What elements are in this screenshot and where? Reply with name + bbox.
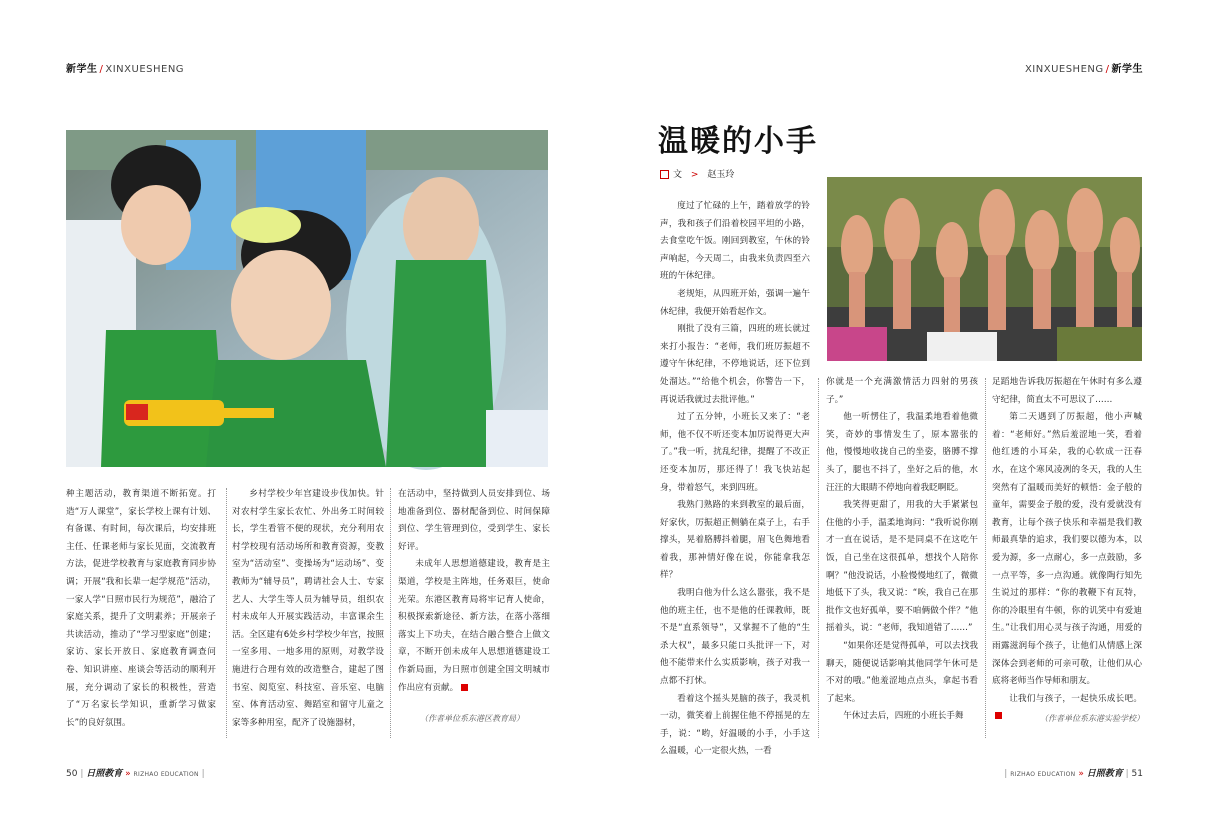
left-col3-p2: 未成年人思想道德建设，教育是主渠道，学校是主阵地，任务艰巨，使命光荣。东港区教育局将牢记育人使命，积极探索新途径、新方法，在落小落细落实上下功夫，在结合融合整合上做文章，不断开创未成年人思想道德建设工作新局面，为日照市创建全国文明城市作出应有贡献。 [398,559,550,693]
left-col-2 [232,486,384,750]
right-header-en: XINXUESHENG [1024,64,1104,75]
column-divider [985,378,986,738]
footer-brand-right: 日照教育 [1086,769,1123,779]
right-col-3 [992,374,1142,710]
left-col-3 [398,486,550,693]
right-col-1 [660,198,810,757]
right-col3-p3: 让我们与孩子，一起快乐成长吧。 [1009,693,1142,704]
right-footer: | RIZHAO EDUCATION » 日照教育 | 51 [1004,769,1143,779]
right-col1-p4: 过了五分钟，小班长又来了：“老师，他不仅不听还变本加厉说得更大声了。”我一听，扰乱纪律，提醒了不改正还变本加厉，那还得了！我飞快站起身，带着怒气，来到四班。 [660,412,810,493]
left-header-en: XINXUESHENG [105,64,185,75]
right-photo [827,177,1142,361]
right-col3-p1: 足蹈地告诉我厉振超在午休时有多么遵守纪律，简直太不可思议了…… [992,377,1142,405]
footer-brand: 日照教育 [86,769,123,779]
right-author-note: （作者单位系东港实验学校） [1040,714,1144,723]
left-col1-text: 种主题活动，教育渠道不断拓宽。打造“万人课堂”，家长学校上课有计划、有备课、有时间，每次课后，均安排班主任、任课老师与家长见面，交流教育方法，促进学校教育与家庭教育同步协调；开展“我和长辈一起学规范”活动，一家人学“日照市民行为规范”，融洽了家庭关系，提升了文明素养；开展亲子共读活动，推动了“学习型家庭”创建；家访、家长开放日、家庭教育调查问卷、知识讲座、座谈会等活动的顺利开展，充分调动了家长的积极性，营造了“万名家长学知识，重新学习做家长”的良好氛围。 [66,489,216,728]
children-photo-illustration [66,130,548,467]
page-number-50: 50 [66,769,78,779]
right-col2-p2: 他一听愣住了，我温柔地看着他微笑，奇妙的事情发生了，原本嚣张的他，慢慢地收拢自己的坐姿，胳膊不撑头了，腿也不抖了，坐好之后的他，水汪汪的大眼睛不停地向着我眨啊眨。 [826,412,978,493]
left-author-note: （作者单位系东港区教育局） [420,714,524,723]
byline [660,167,734,180]
right-col1-p7: 看着这个摇头晃脑的孩子，我灵机一动，微笑着上前握住他不停摇晃的左手，说：“哟，好温暖的小手，小手这么温暖，心一定很火热，一看 [660,693,810,757]
end-mark [995,712,1002,719]
left-header-cn: 新学生 [66,64,98,75]
footer-arrows-right: » [1078,769,1084,779]
column-divider [818,378,819,738]
right-col2-p1: 你就是一个充满激情活力四射的男孩子。” [826,377,978,405]
right-col1-p3: 刚批了没有三篇，四班的班长就过来打小报告：“老师，我们班厉振超不遵守午休纪律，不停地说话，还下位到处溜达。”“给他个机会，你警告一下，再说话我就过去批评他。” [660,324,810,405]
footer-en: RIZHAO EDUCATION [133,771,199,778]
byline-arrow: > [690,170,699,180]
right-col1-p2: 老规矩，从四班开始，强调一遍午休纪律，我便开始看起作文。 [660,288,810,317]
column-divider [390,488,391,738]
byline-prefix: 文 [673,170,683,180]
article-title: 温暖的小手 [658,124,818,159]
right-col2-p5: 午休过去后，四班的小班长手舞 [843,711,964,722]
left-footer: 50 | 日照教育 » RIZHAO EDUCATION | [66,769,205,779]
byline-square-icon [660,170,669,179]
byline-author: 赵玉玲 [707,170,735,180]
page-number-51: 51 [1131,769,1143,779]
right-col2-p4: “如果你还是觉得孤单，可以去找我聊天，随便说话影响其他同学午休可是不对的哦。”他羞涩地点点头，拿起书看了起来。 [826,640,978,704]
right-col3-p2: 第二天遇到了厉振超，他小声喊着：“老师好。”然后羞涩地一笑，看着他红透的小耳朵，我的心软成一汪春水，在这个寒风凌冽的冬天，我的人生突然有了温暖而美好的顿悟：金子般的童年，需要金子般的爱，没有爱就没有教育，让每个孩子快乐和幸福是我们教师最真挚的追求，我们要以德为本，以爱为源，多一点耐心，多一点鼓励，多一点平等，多一点沟通。就像陶行知先生说过的那样：“你的教鞭下有瓦特，你的冷眼里有牛顿，你的讥笑中有爱迪生。”让我们用心灵与孩子沟通，用爱的雨露滋润每个孩子，让他们从情感上深深体会到老师的可亲可敬，让他们从心底将老师当作导师和朋友。 [992,412,1142,687]
left-col2-text: 乡村学校少年宫建设步伐加快。针对农村学生家长农忙、外出务工时间较长，学生看管不便的现状，充分利用农村学校现有活动场所和教育资源，变教室为“活动室”、变操场为“运动场”、变教师为“辅导员”，聘请社会人士、专家艺人、大学生等人员为辅导员，组织农村未成年人开展实践活动，丰富课余生活。全区建有6处乡村学校少年宫，按照一室多用、一地多用的原则，对教学设施进行合理有效的改造整合，建起了图书室、阅览室、科技室、音乐室、电脑室、体育活动室、舞蹈室和留守儿童之家等多种用室，配齐了设施器材， [232,489,384,728]
left-header: 新学生 / XINXUESHENG [66,64,185,75]
right-header-cn: 新学生 [1111,64,1143,75]
right-header: XINXUESHENG / 新学生 [1024,64,1143,75]
right-col1-p6: 我明白他为什么这么嚣张，我不是他的班主任，也不是他的任课教师，既不是“直系领导”，又掌握不了他的“生杀大权”，最多只能口头批评一下，对他不能带来什么实质影响，孩子对我一点都不打怵。 [660,588,810,687]
left-photo [66,130,548,467]
column-divider [226,488,227,738]
right-col1-p1: 度过了忙碌的上午，踏着放学的铃声，我和孩子们沿着校园平坦的小路，去食堂吃午饭。刚回到教室，午休的铃声响起，今天周二，由我来负责四至六班的午休纪律。 [660,201,810,282]
left-col-1 [66,486,216,750]
right-col1-p5: 我熟门熟路的来到教室的最后面，好家伙，厉振超正侧躺在桌子上，右手撑头，晃着胳膊抖着腿，眉飞色舞地看着我，那神情好像在说，你能拿我怎样？ [660,500,810,581]
right-col2-p3: 我笑得更甜了，用我的大手紧紧包住他的小手，温柔地询问：“我听说你刚才一直在说话，是不是同桌不在这吃午饭，自己坐在这很孤单，想找个人陪你啊？”他没说话，小脸慢慢地红了，微微地低下了头，我又说：“唉，我自己在那批作文也好孤单，要不咱俩做个伴？”他摇着头，说：“老师，我知道错了……” [826,500,978,634]
raised-hands-illustration [827,177,1142,361]
footer-en-right: RIZHAO EDUCATION [1010,771,1076,778]
end-mark [461,684,468,691]
right-col-2 [826,374,978,750]
left-col3-p1: 在活动中，坚持做到人员安排到位、场地准备到位、器材配备到位、时间保障到位、学生管理到位，受到学生、家长好评。 [398,489,550,552]
footer-arrows: » [125,769,131,779]
